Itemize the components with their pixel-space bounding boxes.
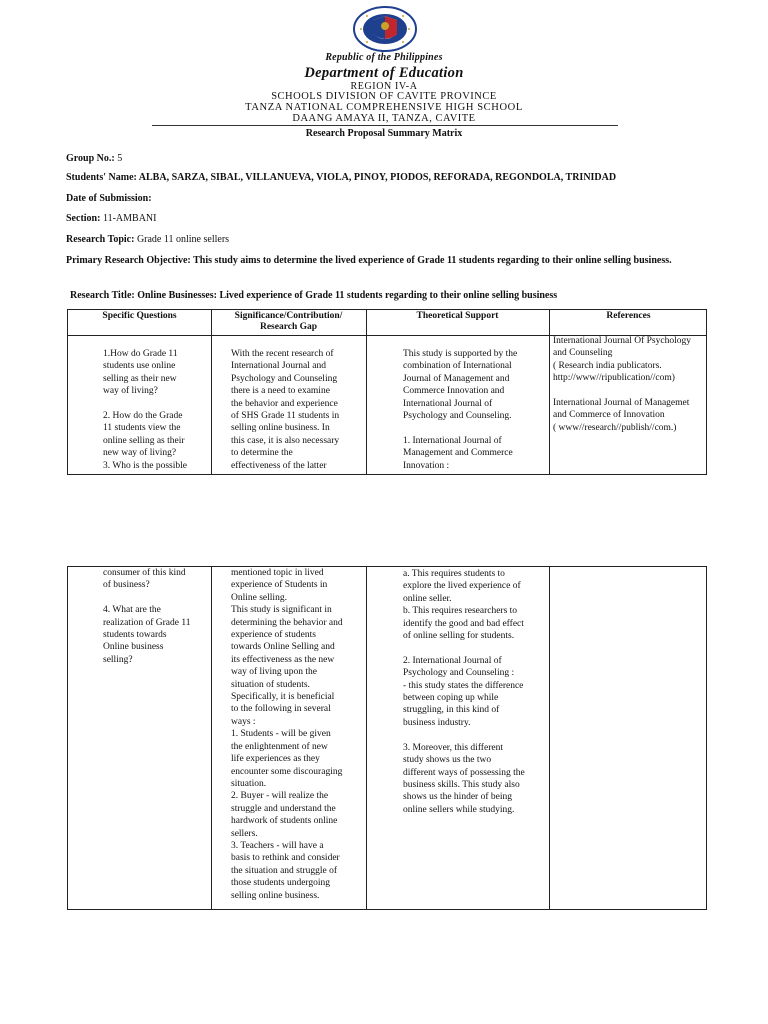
column-divider (366, 567, 367, 909)
header-references: References (606, 311, 651, 321)
research-title (70, 290, 710, 301)
cell-theoretical-support-cont: a. This requires students to explore the lived experience of online seller. b. This requires researchers to identify the good and bad effect of online selling for students. 2. International Journal of Psychology and Counseling : - this study states the difference between coping up while struggling, in this kind of business industry. 3. Moreover, this different study shows us the two different ways of possessing the business skills. This study also shows us the hinder of being online sellers while studying. (403, 569, 525, 815)
section-value: 11-AMBANI (100, 213, 157, 224)
group-number-line (66, 153, 706, 164)
cell-significance: With the recent research of International Journal and Psychology and Counseling there is a need to examine the behavior and experience of SHS Grade 11 students in selling online business. In this case, it is also necessary to determine the effectiveness of the latter (231, 349, 340, 471)
division-heading: SCHOOLS DIVISION OF CAVITE PROVINCE (271, 91, 497, 102)
deped-seal-logo (353, 6, 417, 52)
research-objective (66, 255, 706, 266)
section-line (66, 213, 706, 224)
group-label: Group No.: (66, 153, 115, 164)
topic-value: Grade 11 online sellers (134, 234, 230, 245)
students-line (66, 172, 706, 183)
date-line (66, 193, 706, 204)
section-label: Section: (66, 213, 101, 224)
title-text: Research Title: Online Businesses: Lived experience of Grade 11 students regarding to their online selling business (70, 290, 558, 301)
summary-matrix-table-part1 (67, 309, 707, 475)
header-theoretical-support: Theoretical Support (416, 311, 499, 321)
cell-specific-questions-cont: consumer of this kind of business? 4. What are the realization of Grade 11 students towards Online business selling? (103, 568, 191, 665)
group-value: 5 (114, 153, 123, 164)
school-heading: TANZA NATIONAL COMPREHENSIVE HIGH SCHOOL (245, 102, 523, 113)
topic-label: Research Topic: (66, 234, 135, 245)
header-specific-questions: Specific Questions (102, 311, 177, 321)
column-divider (549, 567, 550, 909)
cell-specific-questions: 1.How do Grade 11 students use online selling as their new way of living? 2. How do the Grade 11 students view the online selling as their new way of living? 3. Who is the possible (103, 349, 188, 471)
republic-heading: Republic of the Philippines (325, 52, 443, 63)
summary-matrix-table-part2 (67, 566, 707, 910)
date-label: Date of Submission: (66, 193, 152, 204)
topic-line (66, 234, 706, 245)
department-heading: Department of Education (304, 65, 464, 81)
school-address: DAANG AMAYA II, TANZA, CAVITE (292, 113, 476, 124)
document-title: Research Proposal Summary Matrix (305, 128, 463, 139)
cell-significance-cont: mentioned topic in lived experience of Students in Online selling. This study is significant in determining the behavior and experience of students towards Online Selling and its effectiveness as the new way of living upon the situation of students. Specifically, it is beneficial to the following in several ways : 1. Students - will be given the enlightenment of new life experiences as they encounter some discouraging situation. 2. Buyer - will realize the struggle and understand the hardwork of students online sellers. 3. Teachers - will have a basis to rethink and consider the situation and struggle of those students undergoing selling online business. (231, 568, 343, 901)
header-significance: Significance/Contribution/ Research Gap (234, 311, 343, 332)
students-value: ALBA, SARZA, SIBAL, VILLANUEVA, VIOLA, PINOY, PIODOS, REFORADA, REGONDOLA, TRINIDAD (136, 172, 617, 183)
header-divider (152, 125, 618, 126)
cell-theoretical-support: This study is supported by the combination of International Journal of Management and Commerce Innovation and International Journal of Psychology and Counseling. 1. International Journal of Management and Commerce Innovation : (403, 349, 518, 471)
objective-text: Primary Research Objective: This study aims to determine the lived experience of Grade 11 students regarding to their online selling business. (66, 255, 672, 266)
column-divider (211, 567, 212, 909)
students-label: Students' Name: (66, 172, 137, 183)
region-heading: REGION IV-A (350, 81, 418, 92)
cell-references: International Journal Of Psychology and Counseling ( Research india publicators. http://www//ripublication//com) International Journal of Managemet and Commerce of Innovation ( www//research//publish//com.) (553, 336, 691, 433)
